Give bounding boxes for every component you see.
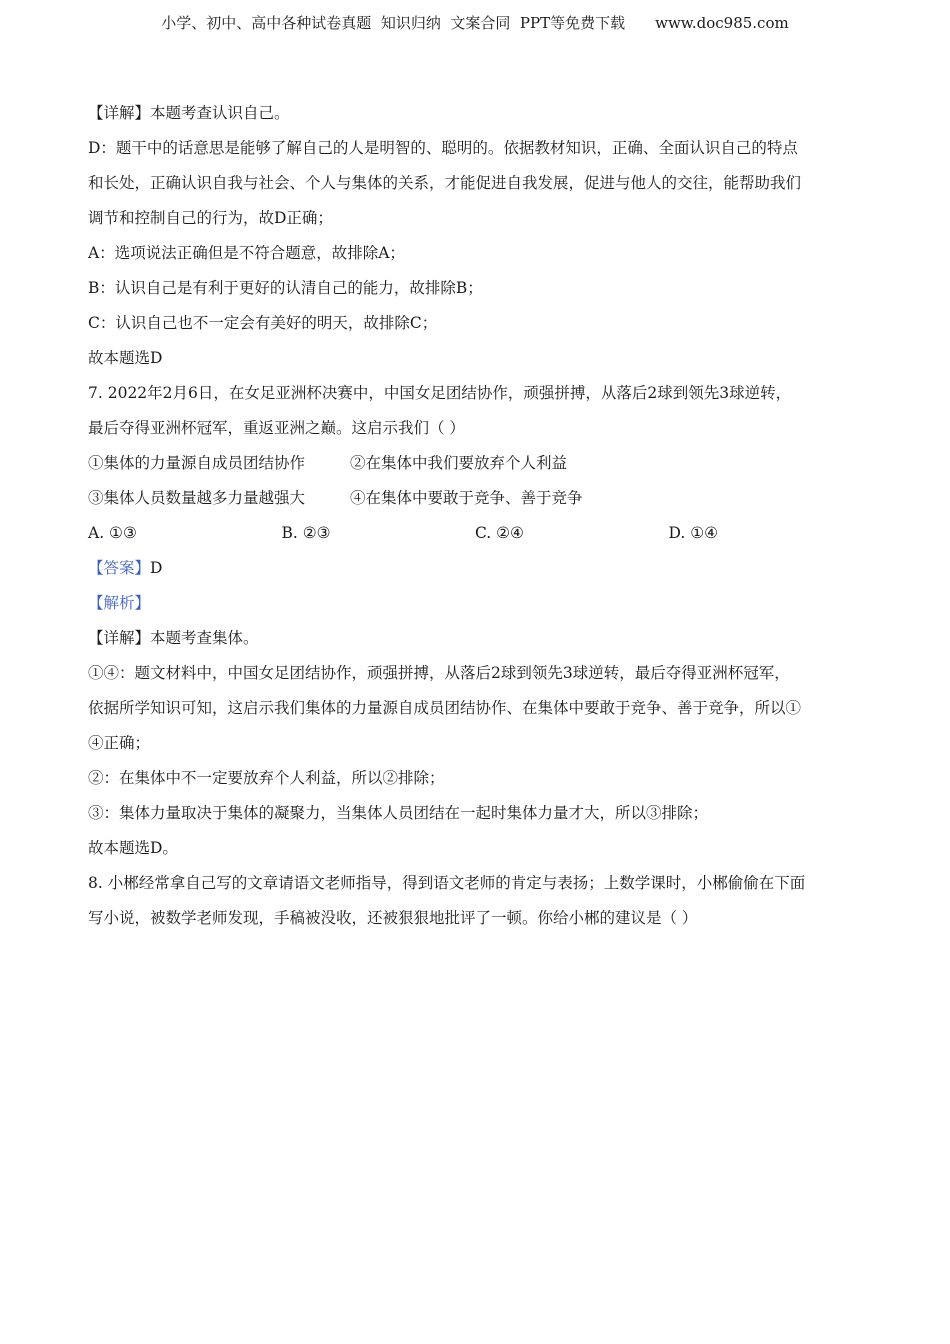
q7-explain-line4: ②：在集体中不一定要放弃个人利益，所以②排除；: [88, 769, 445, 787]
q7-statement-4: ④在集体中要敢于竞争、善于竞争: [350, 489, 583, 507]
q8-stem-line1: 8. 小郴经常拿自己写的文章请语文老师指导，得到语文老师的肯定与表扬；上数学课时，小郴偷偷在下面: [88, 874, 806, 892]
q7-option-c: C. ②④: [475, 524, 524, 542]
q7-statement-3: ③集体人员数量越多力量越强大: [88, 489, 306, 507]
q6-conclusion: 故本题选D: [88, 349, 163, 367]
q6-explain-a: A：选项说法正确但是不符合题意，故排除A；: [88, 244, 405, 262]
q6-detail-heading: 【详解】本题考查认识自己。: [88, 104, 290, 122]
q7-answer-label: 【答案】: [88, 559, 151, 577]
q7-option-b: B. ②③: [281, 524, 331, 542]
q7-statements-row2: [88, 481, 862, 516]
q7-stem-line1: 7. 2022年2月6日，在女足亚洲杯决赛中，中国女足团结协作，顽强拼搏，从落后2球到领先3球逆转，: [88, 384, 792, 402]
q7-answer: [88, 551, 862, 586]
q6-explain-c: C：认识自己也不一定会有美好的明天，故排除C；: [88, 314, 438, 332]
q7-detail-heading: 【详解】本题考查集体。: [88, 629, 259, 647]
q7-option-d: D. ①④: [668, 524, 719, 542]
q6-explain-b: B：认识自己是有利于更好的认清自己的能力，故排除B；: [88, 279, 483, 297]
q7-explain-line5: ③：集体力量取决于集体的凝聚力，当集体人员团结在一起时集体力量才大，所以③排除；: [88, 804, 709, 822]
q6-explain-d-line1: D：题干中的话意思是能够了解自己的人是明智的、聪明的。依据教材知识，正确、全面认识自己的特点: [88, 139, 798, 157]
page-header: [0, 12, 950, 34]
q7-explain-line1: ①④：题文材料中，中国女足团结协作，顽强拼搏，从落后2球到领先3球逆转，最后夺得亚洲杯冠军，: [88, 664, 790, 682]
q7-answer-value: D: [150, 559, 163, 577]
q7-explain-line3: ④正确；: [88, 734, 151, 752]
q7-option-a: A. ①③: [88, 524, 137, 542]
q6-explain-d-line3: 调节和控制自己的行为，故D正确；: [88, 209, 333, 227]
q7-statement-2: ②在集体中我们要放弃个人利益: [350, 454, 568, 472]
header-text: 小学、初中、高中各种试卷真题 知识归纳 文案合同 PPT等免费下载: [161, 14, 626, 32]
q7-statement-1: ①集体的力量源自成员团结协作: [88, 454, 306, 472]
q7-explain-line2: 依据所学知识可知，这启示我们集体的力量源自成员团结协作、在集体中要敢于竞争、善于竞争，所以①: [88, 699, 802, 717]
header-website[interactable]: www.doc985.com: [655, 14, 789, 32]
q7-options: [88, 516, 862, 551]
q7-stem-line2: 最后夺得亚洲杯冠军，重返亚洲之巅。这启示我们（ ）: [88, 419, 465, 437]
q8-stem-line2: 写小说，被数学老师发现，手稿被没收，还被狠狠地批评了一顿。你给小郴的建议是（ ）: [88, 909, 698, 927]
q7-analysis-label: 【解析】: [88, 594, 151, 612]
q7-statements-row1: [88, 446, 862, 481]
q7-conclusion: 故本题选D。: [88, 839, 178, 857]
q6-explain-d-line2: 和长处，正确认识自我与社会、个人与集体的关系，才能促进自我发展，促进与他人的交往，能帮助我们: [88, 174, 802, 192]
document-body: [88, 96, 862, 936]
